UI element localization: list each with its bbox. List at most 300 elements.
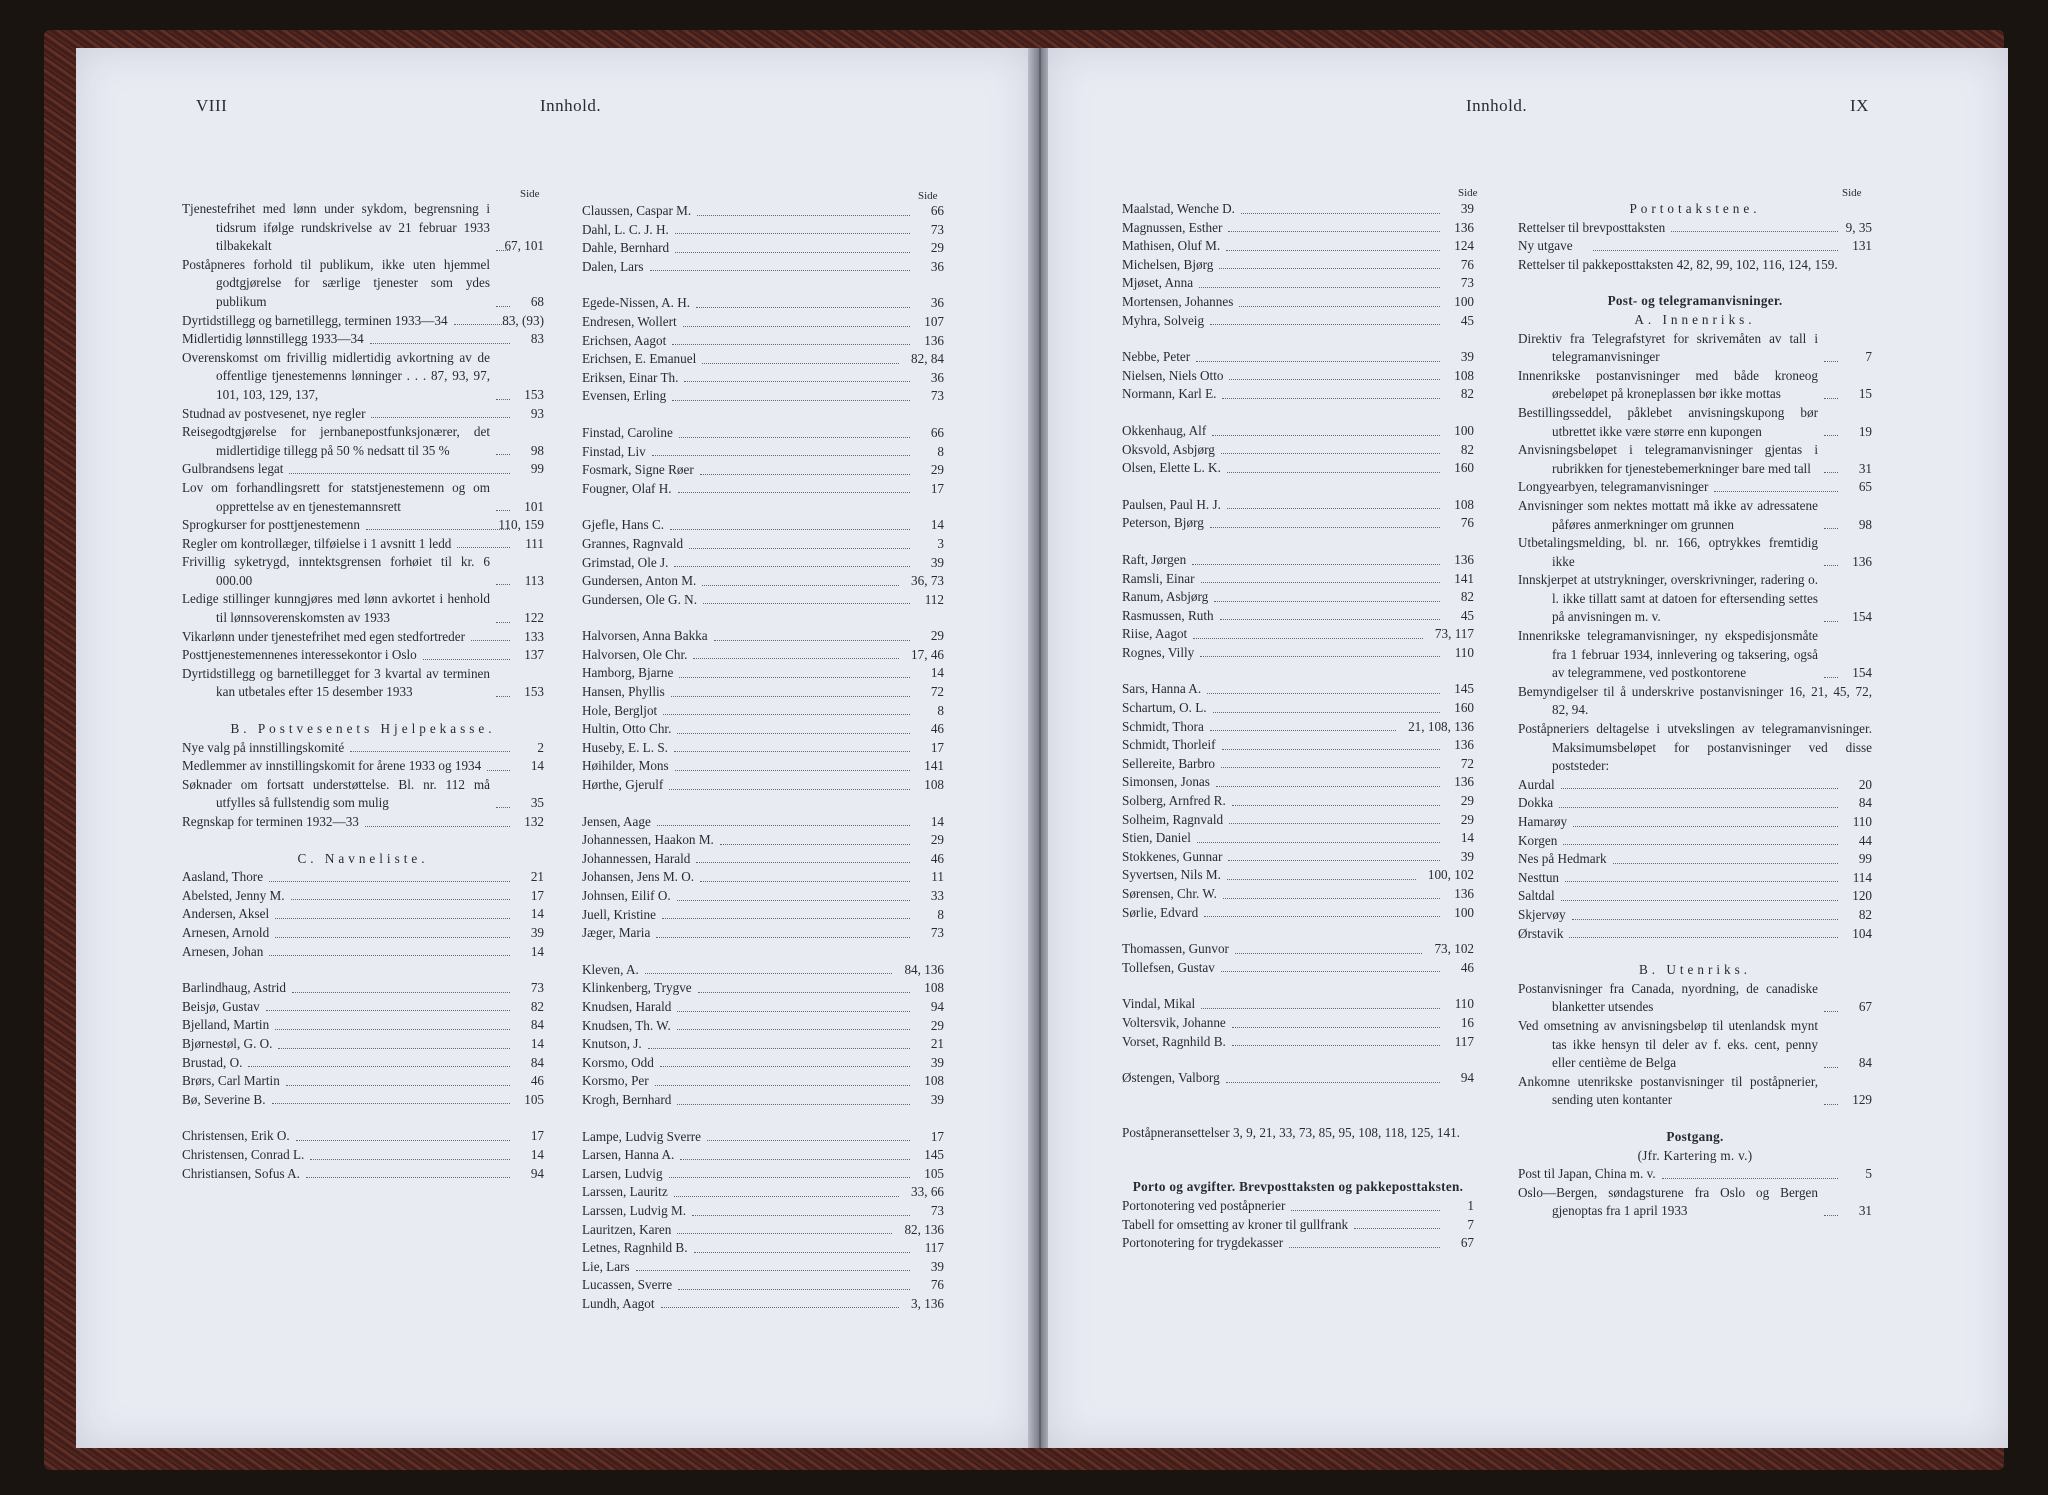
index-entry: [1518, 794, 1872, 813]
page-reference: 82: [1858, 906, 1872, 922]
index-entry: [582, 313, 944, 332]
page-reference: 36, 73: [911, 573, 944, 589]
index-entry: [1518, 478, 1872, 497]
index-entry: [182, 628, 544, 647]
entry-text: Solberg, Arnfred R.: [1122, 793, 1226, 809]
dot-leader: [1232, 805, 1440, 806]
index-entry: [1122, 1216, 1474, 1235]
entry-text: Rettelser til pakkeposttaksten 42, 82, 99, 102, 116, 124, 159.: [1518, 256, 1838, 272]
entry-text: Ny utgave: [1518, 238, 1573, 254]
entry-text: Dahle, Bernhard: [582, 240, 670, 256]
page-reference: 46: [1460, 959, 1474, 975]
entry-text: Beisjø, Gustav: [182, 998, 260, 1014]
index-entry: [582, 1054, 944, 1073]
page-reference: 2: [537, 739, 544, 755]
dot-leader: [674, 1196, 899, 1197]
index-entry: [1518, 571, 1872, 627]
index-entry: [1518, 813, 1872, 832]
entry-text: Bø, Severine B.: [182, 1091, 266, 1107]
group-spacer: [182, 1109, 544, 1127]
dot-leader: [1824, 1215, 1838, 1216]
page-reference: 21: [530, 869, 544, 885]
entry-text: Ankomne utenrikske postanvisninger til poståpnerier, sending uten kontanter: [1518, 1073, 1818, 1108]
entry-text: Regler om kontrollæger, tilføielse i 1 avsnitt 1 ledd: [182, 535, 452, 551]
anvisninger-heading: Post- og telegramanvisninger.: [1607, 293, 1783, 309]
index-entry: [582, 1128, 944, 1147]
index-entry: [1122, 1197, 1474, 1216]
dot-leader: [1232, 1027, 1440, 1028]
page-reference: 39: [930, 1258, 944, 1274]
dot-leader: [272, 1103, 510, 1104]
page-reference: 3, 136: [911, 1295, 944, 1311]
dot-leader: [1201, 582, 1440, 583]
page-reference: 145: [924, 1147, 944, 1163]
page-reference: 145: [1454, 681, 1474, 697]
dot-leader: [669, 789, 910, 790]
page-reference: 14: [930, 517, 944, 533]
index-entry: [1122, 312, 1474, 331]
page-reference: 11: [931, 869, 944, 885]
entry-text: Evensen, Erling: [582, 388, 667, 404]
page-reference: 33: [930, 888, 944, 903]
page-reference: 14: [1460, 830, 1474, 846]
page-reference: 136: [1454, 737, 1474, 753]
index-entry: [182, 1054, 544, 1073]
entry-text: Postanvisninger fra Canada, nyordning, de canadiske blanketter utsendes: [1518, 980, 1818, 1015]
index-entry: [182, 905, 544, 924]
dot-leader: [471, 640, 510, 641]
index-entry: [182, 1091, 544, 1110]
index-entry: [582, 850, 944, 869]
dot-leader: [275, 937, 510, 938]
index-entry: [1518, 330, 1872, 367]
entry-text: Dahl, L. C. J. H.: [582, 221, 669, 237]
dot-leader: [700, 881, 910, 882]
dot-leader: [1214, 601, 1440, 602]
entry-text: Korgen: [1518, 832, 1558, 848]
index-entry: [1518, 534, 1872, 571]
dot-leader: [694, 1252, 911, 1253]
index-entry: [182, 349, 544, 405]
index-entry: [582, 1091, 944, 1110]
entry-text: Barlindhaug, Astrid: [182, 980, 287, 996]
index-entry: [582, 979, 944, 998]
dot-leader: [680, 1159, 910, 1160]
page-reference: 72: [930, 684, 944, 700]
page-reference: 17: [930, 739, 944, 755]
index-entry: [182, 553, 544, 590]
index-entry: [182, 979, 544, 998]
page-reference: 141: [1454, 570, 1474, 586]
index-entry: [1122, 995, 1474, 1014]
entry-text: Brørs, Carl Martin: [182, 1073, 280, 1089]
page-reference: 17: [930, 1128, 944, 1144]
index-entry: [1122, 422, 1474, 441]
index-entry: [1122, 237, 1474, 256]
entry-text: Johannessen, Harald: [582, 850, 691, 866]
index-entry: [582, 1017, 944, 1036]
entry-text: Rasmussen, Ruth: [1122, 607, 1214, 623]
dot-leader: [702, 363, 899, 364]
dot-leader: [689, 548, 910, 549]
entry-text: Larsen, Hanna A.: [582, 1147, 675, 1163]
page-reference: 14: [530, 758, 544, 774]
dot-leader: [1227, 472, 1440, 473]
page-reference: 108: [1454, 496, 1474, 512]
entry-text: Rognes, Villy: [1122, 644, 1195, 660]
entry-text: Klinkenberg, Trygve: [582, 980, 692, 996]
dot-leader: [1204, 916, 1440, 917]
index-entry: [1122, 1033, 1474, 1052]
dot-leader: [1207, 693, 1440, 694]
page-reference: 19: [1858, 423, 1872, 439]
dot-leader: [248, 1066, 510, 1067]
dot-leader: [1223, 898, 1440, 899]
page-reference: 39: [1460, 349, 1474, 365]
page-reference: 39: [930, 554, 944, 570]
group-spacer: [1122, 533, 1474, 551]
entry-text: Nebbe, Peter: [1122, 349, 1191, 365]
dot-leader: [1569, 937, 1838, 938]
page-reference: 14: [930, 813, 944, 829]
page-reference: 76: [1460, 515, 1474, 531]
page-reference: 9, 35: [1845, 219, 1872, 235]
index-entry: [1122, 959, 1474, 978]
index-entry: [1518, 219, 1872, 238]
group-spacer: [1122, 977, 1474, 995]
page-reference: 20: [1858, 776, 1872, 792]
dot-leader: [1824, 677, 1838, 678]
entry-text: Dyrtidstillegg og barnetillegg, terminen 1933—34: [182, 312, 448, 328]
postapner-entry: [1122, 1124, 1474, 1143]
side-label: Side: [918, 190, 938, 202]
entry-text: Stien, Daniel: [1122, 830, 1191, 846]
postgang-subheading: (Jfr. Kartering m. v.): [1637, 1147, 1753, 1163]
dot-leader: [1193, 638, 1423, 639]
entry-text: Hansen, Phyllis: [582, 684, 665, 700]
entry-text: Østengen, Valborg: [1122, 1070, 1220, 1086]
entry-text: Midlertidig lønnstillegg 1933—34: [182, 331, 364, 347]
page-reference: 73, 102: [1434, 941, 1474, 957]
page-reference: 29: [930, 462, 944, 478]
entry-text: Voltersvik, Johanne: [1122, 1014, 1226, 1030]
dot-leader: [698, 992, 910, 993]
dot-leader: [1229, 823, 1440, 824]
index-entry: [1122, 256, 1474, 275]
index-entry: [582, 461, 944, 480]
index-entry: [1518, 887, 1872, 906]
entry-text: Larsen, Ludvig: [582, 1165, 663, 1181]
page-reference: 29: [1460, 811, 1474, 827]
dot-leader: [266, 1010, 510, 1011]
entry-text: Olsen, Elette L. K.: [1122, 460, 1221, 476]
page-reference: 105: [924, 1165, 944, 1181]
page-reference: 45: [1460, 312, 1474, 328]
entry-text: Gundersen, Ole G. N.: [582, 591, 697, 607]
dot-leader: [669, 1177, 910, 1178]
page-reference: 108: [924, 777, 944, 793]
dot-leader: [366, 529, 510, 530]
dot-leader: [678, 492, 910, 493]
side-label: Side: [1842, 187, 1862, 199]
page-reference: 93: [530, 405, 544, 421]
entry-text: Rettelser til brevposttaksten: [1518, 219, 1666, 235]
index-entry: [582, 813, 944, 832]
entry-text: Johnsen, Eilif O.: [582, 888, 671, 903]
index-entry: [1518, 720, 1872, 776]
page-reference: 73: [930, 221, 944, 237]
page-reference: 73: [930, 388, 944, 404]
page-reference: 108: [924, 980, 944, 996]
entry-text: Raft, Jørgen: [1122, 551, 1187, 567]
index-entry: [582, 258, 944, 277]
dot-leader: [650, 270, 910, 271]
dot-leader: [275, 1029, 510, 1030]
entry-text: Magnussen, Esther: [1122, 219, 1223, 235]
index-entry: [1122, 441, 1474, 460]
index-entry: [582, 572, 944, 591]
entry-text: Tollefsen, Gustav: [1122, 959, 1215, 975]
dot-leader: [1613, 863, 1838, 864]
index-entry: [582, 739, 944, 758]
entry-text: Ranum, Asbjørg: [1122, 589, 1209, 605]
dot-leader: [1824, 435, 1838, 436]
right-page-number: IX: [1850, 96, 1869, 115]
dot-leader: [1824, 398, 1838, 399]
dot-leader: [677, 1233, 892, 1234]
group-spacer: [582, 498, 944, 516]
entry-text: Hamborg, Bjarne: [582, 665, 674, 681]
page-reference: 7: [1865, 349, 1872, 365]
index-entry: [582, 720, 944, 739]
dot-leader: [296, 1140, 510, 1141]
dot-leader: [675, 233, 910, 234]
page-reference: 94: [530, 1165, 544, 1181]
page-reference: 39: [530, 924, 544, 940]
index-entry: [1518, 404, 1872, 441]
side-label: Side: [520, 188, 540, 200]
page-reference: 29: [930, 832, 944, 848]
page-reference: 82: [530, 998, 544, 1014]
page-reference: 141: [924, 758, 944, 774]
index-entry: [582, 868, 944, 887]
dot-leader: [269, 881, 510, 882]
right-column-2: [1518, 200, 1872, 1221]
page-reference: 5: [1865, 1166, 1872, 1182]
dot-leader: [675, 252, 910, 253]
entry-text: Poståpneriers deltagelse i utvekslingen av telegramanvisninger. Maksimumsbeløpet for postanvisninger ved disse poststeder:: [1518, 721, 1872, 774]
entry-text: Vindal, Mikal: [1122, 996, 1196, 1012]
entry-text: Mjøset, Anna: [1122, 275, 1194, 291]
index-entry: [1122, 792, 1474, 811]
topics-list: [182, 200, 544, 702]
index-entry: [1518, 627, 1872, 683]
page-reference: 33, 66: [911, 1184, 944, 1200]
entry-text: Sprogkurser for posttjenestemenn: [182, 517, 360, 533]
dot-leader: [310, 1159, 510, 1160]
page-reference: 101: [524, 498, 544, 514]
page-reference: 67: [1858, 999, 1872, 1015]
entry-text: Christensen, Erik O.: [182, 1128, 290, 1144]
page-reference: 3: [937, 535, 944, 551]
entry-text: Sars, Hanna A.: [1122, 681, 1202, 697]
entry-text: Grimstad, Ole J.: [582, 554, 669, 570]
page-reference: 117: [924, 1240, 944, 1256]
entry-text: Syvertsen, Nils M.: [1122, 867, 1221, 883]
group-spacer: [582, 795, 944, 813]
group-spacer: [582, 609, 944, 627]
entry-text: Sellereite, Barbro: [1122, 755, 1216, 771]
index-entry: [1122, 200, 1474, 219]
entry-text: Longyearbyen, telegramanvisninger: [1518, 479, 1709, 495]
page-reference: 99: [530, 461, 544, 477]
entry-text: Claussen, Caspar M.: [582, 203, 692, 218]
dot-leader: [1241, 213, 1440, 214]
dot-leader: [269, 955, 510, 956]
entry-text: Huseby, E. L. S.: [582, 739, 668, 755]
index-entry: [582, 906, 944, 925]
entry-text: Finstad, Liv: [582, 443, 646, 459]
entry-text: Michelsen, Bjørg: [1122, 256, 1214, 272]
entry-text: Portonotering for trygdekasser: [1122, 1235, 1284, 1251]
entry-text: Egede-Nissen, A. H.: [582, 295, 691, 311]
group-spacer: [1122, 922, 1474, 940]
index-entry: [1518, 1184, 1872, 1221]
page-reference: 39: [1460, 848, 1474, 864]
entry-text: Endresen, Wollert: [582, 313, 677, 329]
dot-leader: [275, 918, 510, 919]
index-entry: [182, 1165, 544, 1184]
dot-leader: [657, 825, 910, 826]
index-entry: [582, 424, 944, 443]
index-entry: [1518, 980, 1872, 1017]
name-list: [182, 868, 544, 1183]
entry-text: Oksvold, Asbjørg: [1122, 441, 1215, 457]
page-reference: 100: [1454, 422, 1474, 438]
group-spacer: [1122, 478, 1474, 496]
dot-leader: [457, 547, 510, 548]
page-reference: 114: [1852, 869, 1872, 885]
index-entry: [1122, 736, 1474, 755]
dot-leader: [1573, 826, 1838, 827]
index-entry: [1122, 514, 1474, 533]
entry-text: Aasland, Thore: [182, 869, 264, 885]
index-entry: [182, 665, 544, 702]
index-entry: [582, 1258, 944, 1277]
entry-text: Paulsen, Paul H. J.: [1122, 496, 1221, 512]
page-reference: 39: [930, 1054, 944, 1070]
page-reference: 94: [930, 998, 944, 1014]
group-spacer: [182, 961, 544, 979]
index-entry: [582, 961, 944, 980]
dot-leader: [306, 1177, 510, 1178]
dot-leader: [1714, 491, 1838, 492]
entry-text: Anvisningsbeløpet i telegramanvisninger gjentas i rubrikken for tjenestebemerkninger bare med tall: [1518, 442, 1818, 476]
group-spacer: [582, 1110, 944, 1128]
index-entry: [1122, 625, 1474, 644]
utenriks-heading: B. Utenriks.: [1638, 962, 1752, 978]
dot-leader: [1200, 656, 1440, 657]
dot-leader: [677, 900, 910, 901]
right-running-head: Innhold.: [1466, 96, 1528, 115]
group-spacer: [1122, 330, 1474, 348]
entry-text: Finstad, Caroline: [582, 424, 673, 440]
page-reference: 117: [1454, 1033, 1474, 1049]
index-entry: [1122, 644, 1474, 663]
entry-text: Ledige stillinger kunngjøres med lønn avkortet i henhold til lønnsoverenskomsten av 1933: [182, 591, 490, 626]
left-column-2: [582, 202, 944, 1313]
entry-text: Gjefle, Hans C.: [582, 517, 665, 533]
dot-leader: [496, 807, 510, 808]
page-reference: 67, 101: [504, 238, 544, 254]
dot-leader: [1565, 881, 1838, 882]
dot-leader: [1232, 1045, 1440, 1046]
dot-leader: [660, 1066, 910, 1067]
entry-text: Lundh, Aagot: [582, 1295, 655, 1311]
entry-text: Hørthe, Gjerulf: [582, 777, 664, 793]
entry-text: Riise, Aagot: [1122, 626, 1188, 642]
page-reference: 66: [930, 203, 944, 218]
postgang-list: [1518, 1165, 1872, 1221]
entry-text: Knutson, J.: [582, 1036, 642, 1052]
dot-leader: [1662, 1178, 1838, 1179]
index-entry: [582, 683, 944, 702]
index-entry: [582, 887, 944, 906]
index-entry: [1122, 348, 1474, 367]
page-reference: 8: [937, 702, 944, 718]
index-entry: [1122, 219, 1474, 238]
innenriks-heading: A. Innenriks.: [1634, 311, 1756, 327]
page-reference: 44: [1858, 832, 1872, 848]
dot-leader: [1199, 287, 1440, 288]
entry-text: Tjenestefrihet med lønn under sykdom, begrensning i tidsrum ifølge rundskrivelse av 21 februar 1933 tilbakekalt: [182, 201, 490, 254]
side-label: Side: [1458, 187, 1478, 199]
dot-leader: [496, 454, 510, 455]
dot-leader: [496, 399, 510, 400]
page-reference: 136: [1454, 551, 1474, 567]
page-reference: 29: [930, 628, 944, 644]
dot-leader: [371, 417, 510, 418]
page-reference: 133: [524, 628, 544, 644]
dot-leader: [696, 307, 910, 308]
entry-text: Hole, Bergljot: [582, 702, 658, 718]
page-reference: 107: [924, 313, 944, 329]
page-reference: 73: [930, 1202, 944, 1218]
index-entry: [582, 702, 944, 721]
entry-text: Bestillingsseddel, påklebet anvisningskupong bør utbrettet ikke være større enn kupongen: [1518, 404, 1818, 439]
group-spacer: [1122, 404, 1474, 422]
dot-leader: [707, 1140, 910, 1141]
entry-text: Sørensen, Chr. W.: [1122, 886, 1217, 901]
page-reference: 16: [1460, 1014, 1474, 1030]
dot-leader: [1213, 712, 1440, 713]
index-entry: [1122, 1069, 1474, 1088]
index-entry: [582, 350, 944, 369]
entry-text: Maalstad, Wenche D.: [1122, 201, 1235, 216]
index-entry: [182, 590, 544, 627]
index-entry: [582, 480, 944, 499]
entry-text: Poståpneres forhold til publikum, ikke uten hjemmel godtgjørelse for særlige tjenester som ydes publikum: [182, 256, 490, 309]
page-reference: 94: [1460, 1070, 1474, 1086]
page-reference: 14: [530, 906, 544, 922]
entry-text: Knudsen, Harald: [582, 998, 672, 1014]
dot-leader: [1561, 788, 1838, 789]
page-reference: 39: [930, 1091, 944, 1107]
index-entry: [1518, 1165, 1872, 1184]
page-reference: 36: [930, 369, 944, 385]
places-list: [1518, 776, 1872, 943]
page-reference: 108: [924, 1073, 944, 1089]
